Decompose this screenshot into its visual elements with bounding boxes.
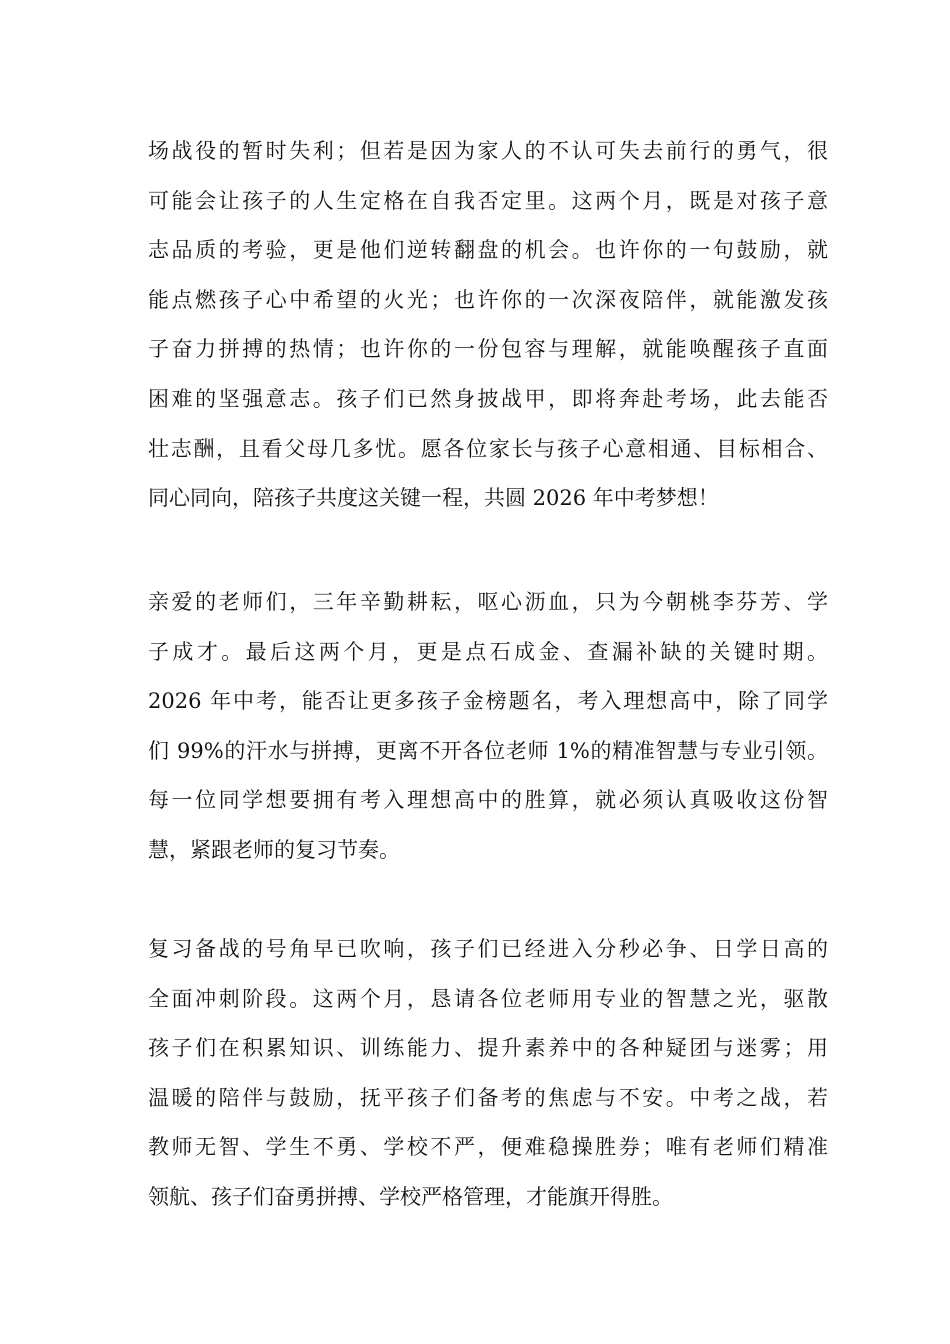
paragraph-review	[148, 925, 828, 1223]
text-line: 们 99%的汗水与拼搏，更离不开各位老师 1%的精准智慧与专业引领。	[148, 738, 828, 763]
text-line: 温暖的陪伴与鼓励，抚平孩子们备考的焦虑与不安。中考之战，若	[148, 1085, 828, 1110]
paragraph-teachers	[148, 578, 828, 876]
text-line: 慧，紧跟老师的复习节奏。	[148, 837, 400, 862]
text-line: 能点燃孩子心中希望的火光；也许你的一次深夜陪伴，就能激发孩	[148, 287, 828, 312]
text-line: 同心同向，陪孩子共度这关键一程，共圆 2026 年中考梦想！	[148, 486, 719, 511]
text-line: 子奋力拼搏的热情；也许你的一份包容与理解，就能唤醒孩子直面	[148, 337, 828, 362]
text-line: 2026 年中考，能否让更多孩子金榜题名，考入理想高中，除了同学	[148, 689, 828, 714]
text-line: 壮志酬，且看父母几多忧。愿各位家长与孩子心意相通、目标相合、	[148, 436, 828, 461]
text-line: 领航、孩子们奋勇拼搏、学校严格管理，才能旗开得胜。	[148, 1184, 673, 1209]
text-line: 孩子们在积累知识、训练能力、提升素养中的各种疑团与迷雾；用	[148, 1036, 828, 1061]
text-line: 全面冲刺阶段。这两个月，恳请各位老师用专业的智慧之光，驱散	[148, 986, 828, 1011]
text-line: 教师无智、学生不勇、学校不严，便难稳操胜券；唯有老师们精准	[148, 1135, 828, 1160]
text-line: 场战役的暂时失利；但若是因为家人的不认可失去前行的勇气，很	[148, 139, 828, 163]
text-line: 子成才。最后这两个月，更是点石成金、查漏补缺的关键时期。	[148, 639, 828, 664]
text-line: 志品质的考验，更是他们逆转翻盘的机会。也许你的一句鼓励，就	[148, 238, 828, 263]
text-line: 亲爱的老师们，三年辛勤耕耘，呕心沥血，只为今朝桃李芬芳、学	[148, 590, 828, 614]
text-line: 复习备战的号角早已吹响，孩子们已经进入分秒必争、日学日高的	[148, 937, 828, 961]
text-line: 每一位同学想要拥有考入理想高中的胜算，就必须认真吸收这份智	[148, 788, 828, 813]
paragraph-parents	[148, 127, 828, 524]
text-line: 困难的坚强意志。孩子们已然身披战甲，即将奔赴考场，此去能否	[148, 386, 828, 411]
text-line: 可能会让孩子的人生定格在自我否定里。这两个月，既是对孩子意	[148, 188, 828, 213]
